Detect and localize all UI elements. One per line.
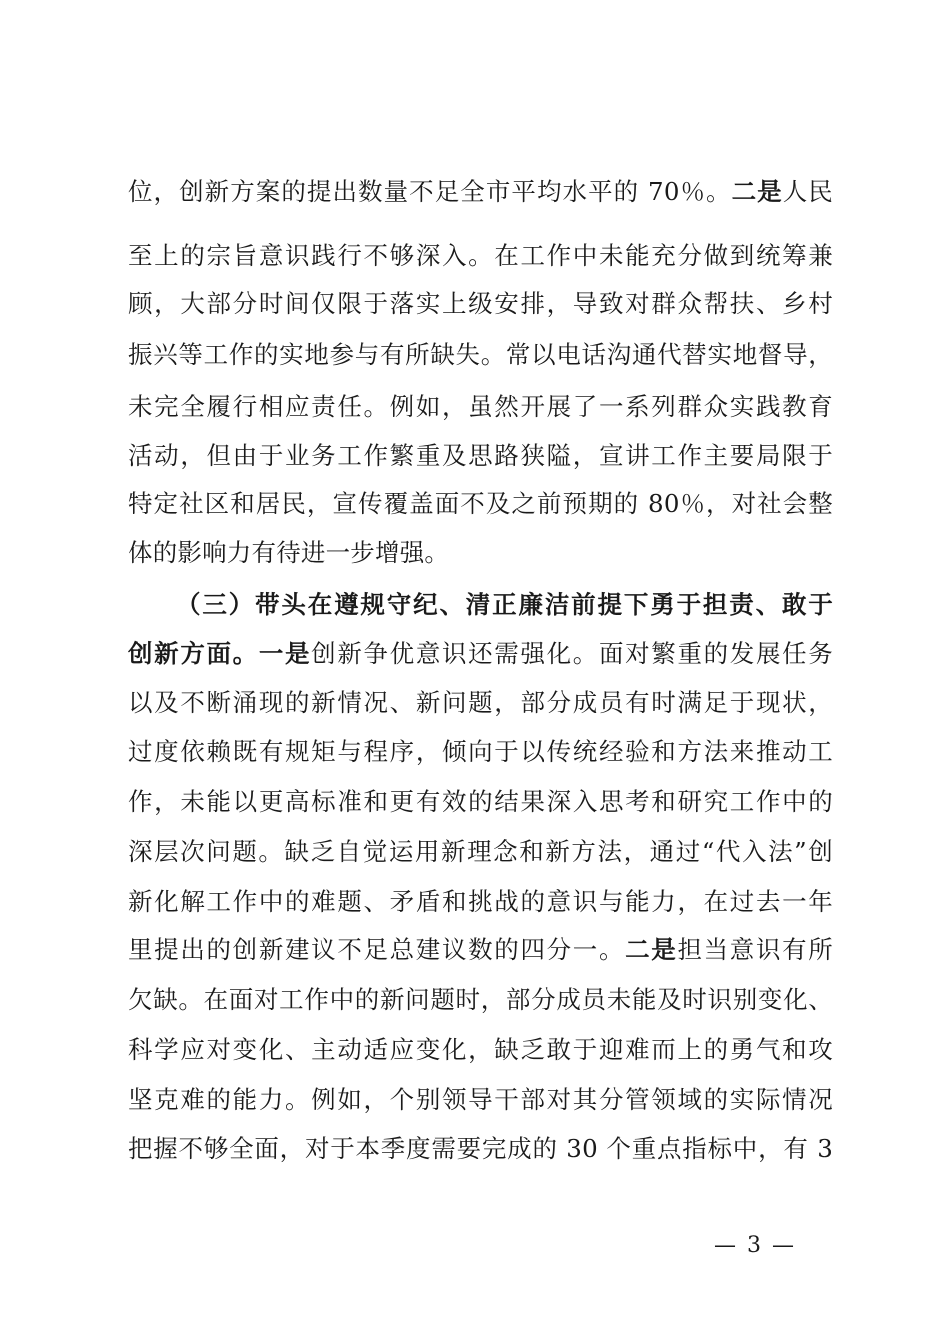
text-line <box>128 339 833 371</box>
text-line <box>128 984 833 1016</box>
text-run: 特定社区和居民，宣传覆盖面不及之前预期的 80％，对社会整 <box>128 489 833 518</box>
text-line <box>128 288 833 320</box>
text-line <box>128 240 833 272</box>
text-line <box>128 886 833 918</box>
text-run: 体的影响力有待进一步增强。 <box>128 538 450 567</box>
text-line <box>128 537 833 569</box>
text-line <box>128 786 833 818</box>
text-run: 人民 <box>782 177 833 206</box>
text-run: 未完全履行相应责任。例如，虽然开展了一系列群众实践教育 <box>128 392 833 421</box>
page-number: — 3 — <box>714 1233 796 1258</box>
text-line <box>128 440 833 472</box>
text-run: 作，未能以更高标准和更有效的结果深入思考和研究工作中的 <box>128 787 833 816</box>
text-line <box>128 934 833 966</box>
emphasis-run: 二是 <box>625 935 678 964</box>
text-run: 里提出的创新建议不足总建议数的四分一。 <box>128 935 626 964</box>
text-line <box>128 1084 833 1116</box>
emphasis-run: 创新方面。一是 <box>128 639 312 668</box>
section-heading <box>176 589 833 621</box>
text-line <box>128 391 833 423</box>
text-run: 坚克难的能力。例如，个别领导干部对其分管领域的实际情况 <box>128 1085 833 1114</box>
text-line <box>128 836 833 868</box>
emphasis-run: （三）带头在遵规守纪、清正廉洁前提下勇于担责、敢于 <box>176 590 833 619</box>
text-run: 位，创新方案的提出数量不足全市平均水平的 70％。 <box>128 177 732 206</box>
text-line <box>128 1034 833 1066</box>
text-line <box>128 488 833 520</box>
text-run: 深层次问题。缺乏自觉运用新理念和新方法，通过“代入法”创 <box>128 837 833 866</box>
text-run: 科学应对变化、主动适应变化，缺乏敢于迎难而上的勇气和攻 <box>128 1035 833 1064</box>
text-run: 活动，但由于业务工作繁重及思路狭隘，宣讲工作主要局限于 <box>128 441 833 470</box>
text-run: 新化解工作中的难题、矛盾和挑战的意识与能力，在过去一年 <box>128 887 833 916</box>
text-run: 担当意识有所 <box>677 935 833 964</box>
text-run: 以及不断涌现的新情况、新问题，部分成员有时满足于现状， <box>128 688 833 717</box>
text-run: 欠缺。在面对工作中的新问题时，部分成员未能及时识别变化、 <box>128 985 833 1014</box>
text-line <box>128 1133 833 1165</box>
text-run: 振兴等工作的实地参与有所缺失。常以电话沟通代替实地督导， <box>128 340 833 369</box>
text-run: 过度依赖既有规矩与程序，倾向于以传统经验和方法来推动工 <box>128 737 833 766</box>
text-run: 把握不够全面，对于本季度需要完成的 30 个重点指标中，有 3 <box>128 1134 833 1163</box>
text-line <box>128 736 833 768</box>
text-run: 至上的宗旨意识践行不够深入。在工作中未能充分做到统筹兼 <box>128 241 833 270</box>
text-run: 创新争优意识还需强化。面对繁重的发展任务 <box>311 639 833 668</box>
text-line <box>128 638 833 670</box>
text-run: 顾，大部分时间仅限于落实上级安排，导致对群众帮扶、乡村 <box>128 289 833 318</box>
text-line <box>128 176 833 208</box>
emphasis-run: 二是 <box>731 177 783 206</box>
text-line <box>128 687 833 719</box>
